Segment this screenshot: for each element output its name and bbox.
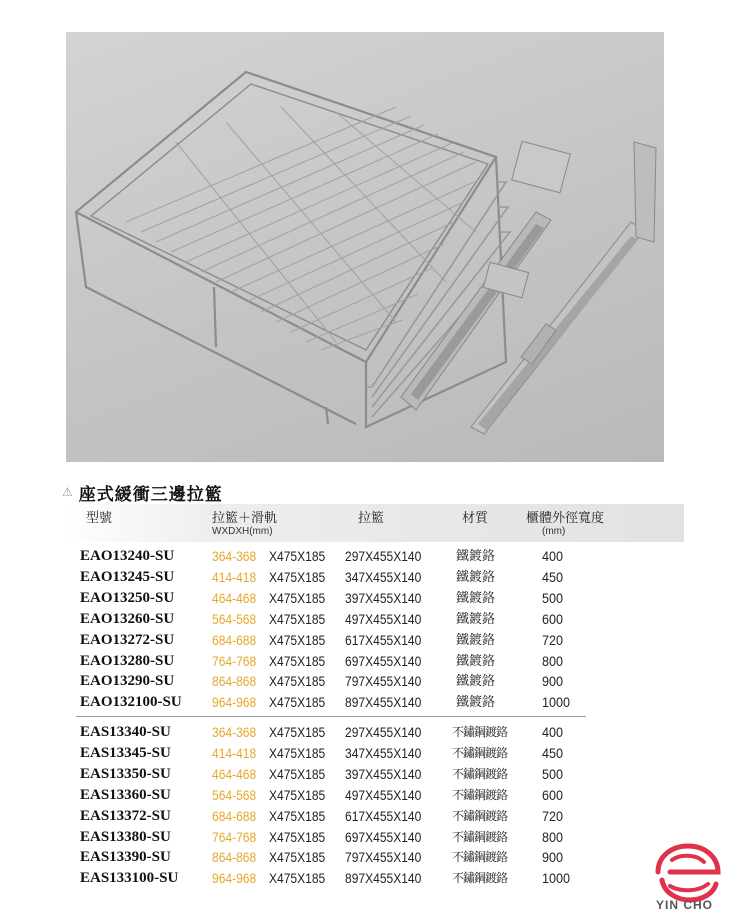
- material-cell: 不鏽鋼鍍鉻: [452, 745, 508, 760]
- basket-cell: 347X455X140: [345, 744, 422, 761]
- range-cell: 864-868: [212, 849, 257, 866]
- model-cell: EAO13280-SU: [80, 652, 175, 669]
- cabinet-width-cell: 500: [542, 765, 564, 782]
- basket-cell: 297X455X140: [345, 724, 422, 740]
- group-divider: [76, 716, 586, 717]
- table-row: [0, 785, 732, 806]
- cabinet-width-cell: 600: [542, 610, 564, 627]
- range-cell: 864-868: [212, 673, 257, 690]
- table-row: [0, 609, 732, 630]
- range-cell: 684-688: [212, 631, 257, 648]
- cabinet-width-cell: 400: [542, 724, 564, 740]
- brand-name: YIN CHO: [656, 898, 714, 912]
- section-title-row: [62, 480, 223, 504]
- basket-cell: 497X455X140: [345, 786, 422, 803]
- basket-cell: 347X455X140: [345, 568, 422, 585]
- model-cell: EAO13260-SU: [80, 610, 175, 627]
- basket-cell: 897X455X140: [345, 870, 422, 887]
- range-cell: 464-468: [212, 589, 257, 606]
- basket-cell: 497X455X140: [345, 610, 422, 627]
- dims-cell: X475X185: [269, 849, 326, 866]
- model-cell: EAO13245-SU: [80, 568, 175, 585]
- dims-cell: X475X185: [269, 652, 326, 669]
- header-basket-slide-unit: WXDXH(mm): [212, 526, 273, 537]
- table-row: [0, 868, 732, 889]
- range-cell: 364-368: [212, 548, 257, 564]
- cabinet-width-cell: 800: [542, 652, 564, 669]
- material-cell: 鐵鍍鉻: [456, 590, 496, 606]
- range-cell: 414-418: [212, 568, 257, 585]
- range-cell: 964-968: [212, 870, 257, 887]
- dims-cell: X475X185: [269, 568, 326, 585]
- wire-basket-with-slides-illustration: [66, 32, 664, 462]
- model-cell: EAO132100-SU: [80, 694, 182, 711]
- dims-cell: X475X185: [269, 724, 326, 740]
- header-basket: 拉籃: [358, 511, 385, 526]
- header-basket-slide: 拉籃＋滑軌: [212, 511, 278, 526]
- table-row: [0, 847, 732, 868]
- basket-cell: 297X455X140: [345, 548, 422, 564]
- cabinet-width-cell: 500: [542, 589, 564, 606]
- basket-cell: 397X455X140: [345, 589, 422, 606]
- material-cell: 不鏽鋼鍍鉻: [452, 850, 508, 865]
- triangle-icon: ⚠: [62, 485, 73, 499]
- dims-cell: X475X185: [269, 786, 326, 803]
- model-cell: EAO13272-SU: [80, 631, 175, 648]
- range-cell: 764-768: [212, 828, 257, 845]
- cabinet-width-cell: 720: [542, 631, 564, 648]
- basket-cell: 617X455X140: [345, 807, 422, 824]
- material-cell: 鐵鍍鉻: [456, 695, 496, 711]
- cabinet-width-cell: 1000: [542, 694, 571, 711]
- model-cell: EAO13250-SU: [80, 589, 175, 606]
- dims-cell: X475X185: [269, 765, 326, 782]
- material-cell: 鐵鍍鉻: [456, 549, 496, 564]
- table-row: [0, 651, 732, 672]
- model-cell: EAS13380-SU: [80, 828, 171, 845]
- table-row: [0, 806, 732, 827]
- table-row: [0, 722, 732, 743]
- cabinet-width-cell: 400: [542, 548, 564, 564]
- basket-cell: 797X455X140: [345, 849, 422, 866]
- cabinet-width-cell: 900: [542, 673, 564, 690]
- table-row: [0, 630, 732, 651]
- material-cell: 鐵鍍鉻: [456, 569, 496, 585]
- range-cell: 964-968: [212, 694, 257, 711]
- table-row: [0, 588, 732, 609]
- cabinet-width-cell: 450: [542, 744, 564, 761]
- dims-cell: X475X185: [269, 744, 326, 761]
- cabinet-width-cell: 900: [542, 849, 564, 866]
- basket-cell: 397X455X140: [345, 765, 422, 782]
- model-cell: EAS13345-SU: [80, 744, 171, 761]
- model-cell: EAS13350-SU: [80, 765, 171, 782]
- model-cell: EAS13360-SU: [80, 786, 171, 803]
- table-row: [0, 546, 732, 567]
- range-cell: 564-568: [212, 786, 257, 803]
- dims-cell: X475X185: [269, 631, 326, 648]
- product-photo: [66, 32, 664, 462]
- dims-cell: X475X185: [269, 807, 326, 824]
- cabinet-width-cell: 450: [542, 568, 564, 585]
- material-cell: 不鏽鋼鍍鉻: [452, 829, 508, 844]
- table-row: [0, 743, 732, 764]
- range-cell: 684-688: [212, 807, 257, 824]
- header-cabinet-width-unit: (mm): [542, 526, 566, 537]
- range-cell: 414-418: [212, 744, 257, 761]
- dims-cell: X475X185: [269, 673, 326, 690]
- table-row: [0, 827, 732, 848]
- dims-cell: X475X185: [269, 828, 326, 845]
- material-cell: 不鏽鋼鍍鉻: [452, 787, 508, 802]
- model-cell: EAS133100-SU: [80, 870, 179, 887]
- cabinet-width-cell: 800: [542, 828, 564, 845]
- model-cell: EAS13372-SU: [80, 807, 171, 824]
- dims-cell: X475X185: [269, 694, 326, 711]
- basket-cell: 797X455X140: [345, 673, 422, 690]
- material-cell: 鐵鍍鉻: [456, 674, 496, 690]
- table-row: [0, 764, 732, 785]
- material-cell: 鐵鍍鉻: [456, 611, 496, 627]
- range-cell: 364-368: [212, 724, 257, 740]
- range-cell: 764-768: [212, 652, 257, 669]
- dims-cell: X475X185: [269, 589, 326, 606]
- model-cell: EAS13340-SU: [80, 724, 171, 740]
- material-cell: 不鏽鋼鍍鉻: [452, 766, 508, 781]
- table-row: [0, 692, 732, 713]
- header-material: 材質: [462, 511, 489, 526]
- model-cell: EAS13390-SU: [80, 849, 171, 866]
- material-cell: 不鏽鋼鍍鉻: [452, 871, 508, 886]
- material-cell: 不鏽鋼鍍鉻: [452, 808, 508, 823]
- table-row: [0, 671, 732, 692]
- basket-cell: 697X455X140: [345, 652, 422, 669]
- basket-cell: 897X455X140: [345, 694, 422, 711]
- cabinet-width-cell: 600: [542, 786, 564, 803]
- dims-cell: X475X185: [269, 610, 326, 627]
- header-cabinet-width: 櫃體外徑寬度: [526, 511, 605, 526]
- material-cell: 不鏽鋼鍍鉻: [452, 725, 508, 739]
- model-cell: EAO13290-SU: [80, 673, 175, 690]
- cabinet-width-cell: 1000: [542, 870, 571, 887]
- header-model: 型號: [86, 511, 113, 526]
- dims-cell: X475X185: [269, 870, 326, 887]
- cabinet-width-cell: 720: [542, 807, 564, 824]
- material-cell: 鐵鍍鉻: [456, 632, 496, 648]
- range-cell: 464-468: [212, 765, 257, 782]
- table-row: [0, 567, 732, 588]
- range-cell: 564-568: [212, 610, 257, 627]
- basket-cell: 697X455X140: [345, 828, 422, 845]
- page-title: 座式緩衝三邊拉籃: [78, 484, 223, 505]
- dims-cell: X475X185: [269, 548, 326, 564]
- model-cell: EAO13240-SU: [80, 548, 175, 564]
- material-cell: 鐵鍍鉻: [456, 653, 496, 669]
- basket-cell: 617X455X140: [345, 631, 422, 648]
